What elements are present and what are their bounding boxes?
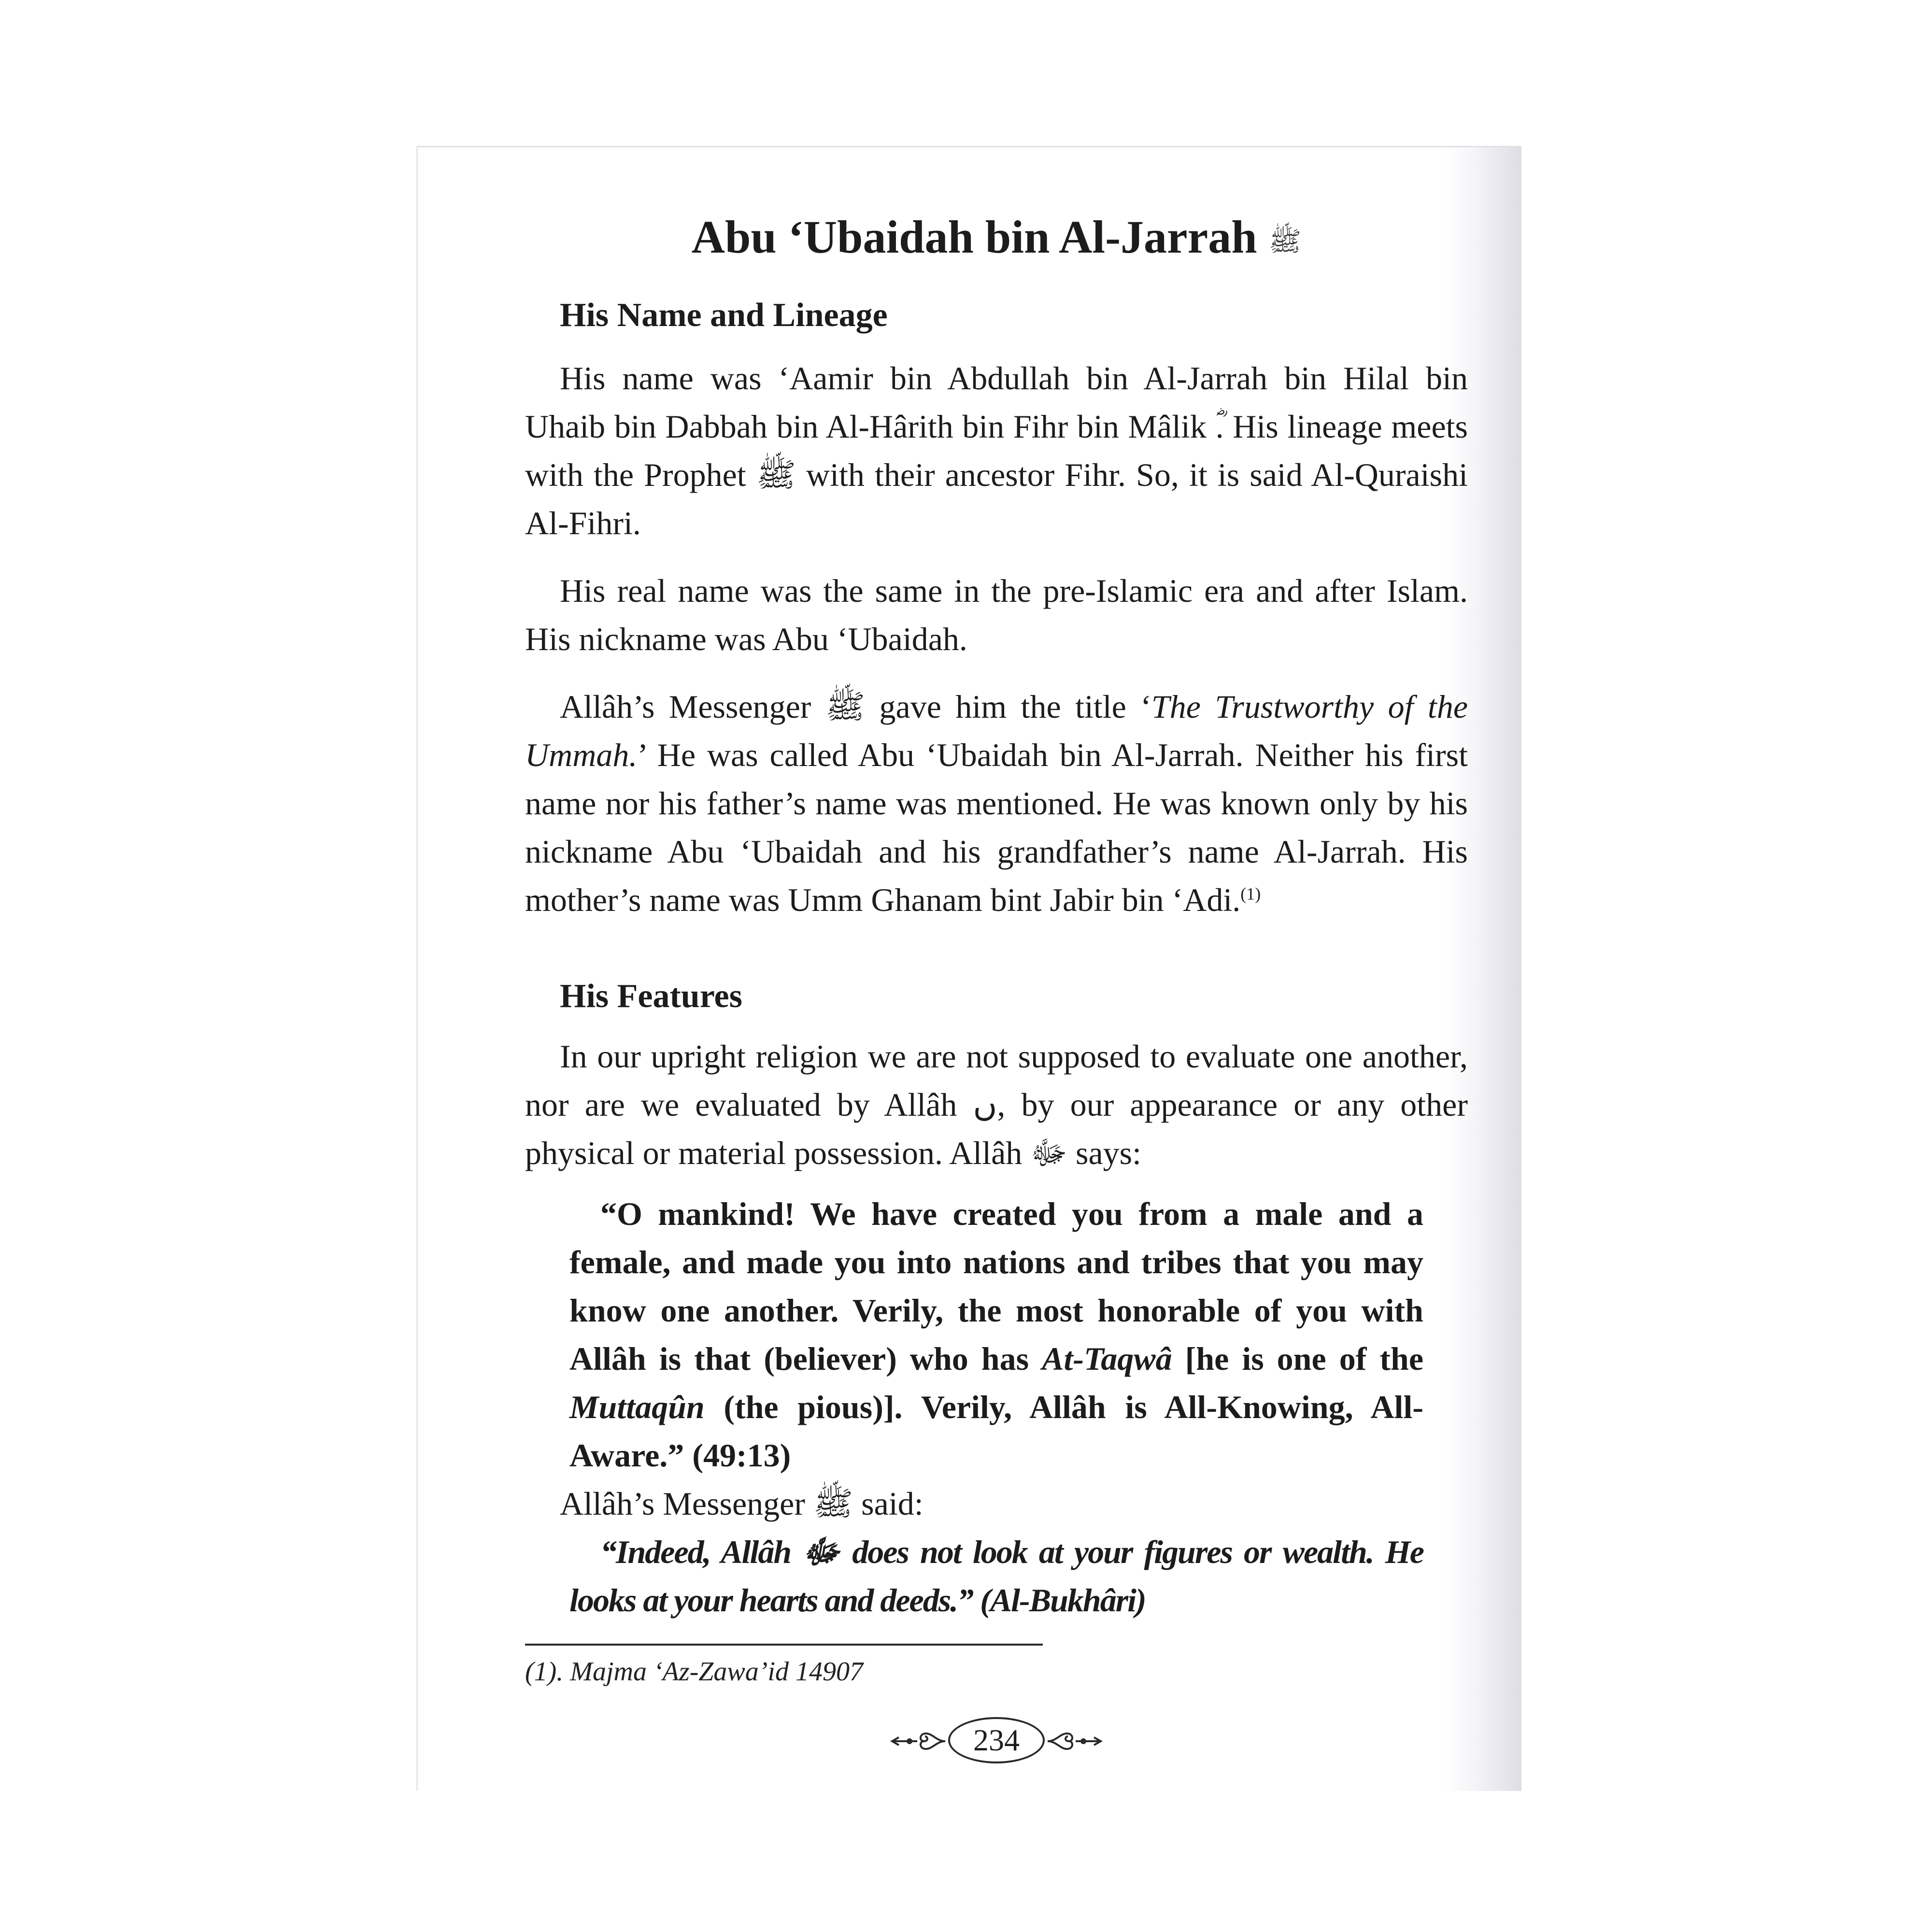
quote-text-3: (the pious)]. Verily, Allâh is All-Knowing, All-Aware.” (49:13) (569, 1389, 1423, 1474)
page-number: 234 (948, 1717, 1045, 1763)
quote-italic-taqwa: At-Taqwâ (1042, 1340, 1172, 1377)
honorific-glyph: ﷺ (1268, 227, 1302, 257)
quote-text-2: [he is one of the (1172, 1340, 1424, 1377)
quote-text-1: “O mankind! We have created you from a male and a female, and made you into nations and tribes that you may know one another. Verily, the most honorable of you with Allâh is that (believer) who has (569, 1195, 1423, 1377)
quote-italic-muttaqun: Muttaqûn (569, 1389, 705, 1425)
paragraph-title-trustworthy (525, 682, 1468, 924)
section-heading-name-lineage: His Name and Lineage (560, 297, 888, 334)
paragraph-lineage: His name was ‘Aamir bin Abdullah bin Al-Jarrah bin Hilal bin Uhaib bin Dabbah bin Al-Hârith bin Fihr bin Mâlik ؓ. His lineage meets with the Prophet ﷺ with their ancestor Fihr. So, it is said Al-Quraishi Al-Fihri. (525, 360, 1468, 541)
p3-italic-text: The Trustworthy of the Ummah. (525, 688, 1468, 773)
footnote-divider (525, 1644, 1043, 1646)
hadith-quote: “Indeed, Allâh ﷻ does not look at your figures or wealth. He looks at your hearts and deeds.” (Al-Bukhâri) (569, 1534, 1423, 1619)
footnote-reference: (1) (1240, 884, 1261, 904)
paragraph-real-name: His real name was the same in the pre-Islamic era and after Islam. His nickname was Abu ‘Ubaidah. (525, 572, 1468, 657)
paragraph-features: In our upright religion we are not supposed to evaluate one another, nor are we evaluated by Allâh ‏ں‏, by our appearance or any other physical or material possession. Allâh ﷻ says: (525, 1038, 1468, 1171)
page-number-ornament (888, 1712, 1105, 1770)
p3-start-text: Allâh’s Messenger ﷺ gave him the title ‘ (560, 688, 1151, 725)
page-title (525, 209, 1468, 265)
section-heading-features: His Features (560, 978, 742, 1015)
p3-end-text: ’ He was called Abu ‘Ubaidah bin Al-Jarrah. Neither his first name nor his father’s name was mentioned. He was known only by his nickname Abu ‘Ubaidah and his grandfather’s name Al-Jarrah. His mother’s name was Umm Ghanam bint Jabir bin ‘Adi. (525, 737, 1468, 918)
said-line: Allâh’s Messenger ﷺ said: (560, 1485, 923, 1522)
left-ornament-icon (888, 1727, 946, 1756)
right-ornament-icon (1047, 1727, 1105, 1756)
book-page (416, 146, 1521, 1791)
footnote: (1). Majma ‘Az-Zawa’id 14907 (525, 1657, 863, 1687)
quran-quote (569, 1190, 1423, 1479)
title-text: Abu ‘Ubaidah bin Al-Jarrah (691, 211, 1257, 263)
